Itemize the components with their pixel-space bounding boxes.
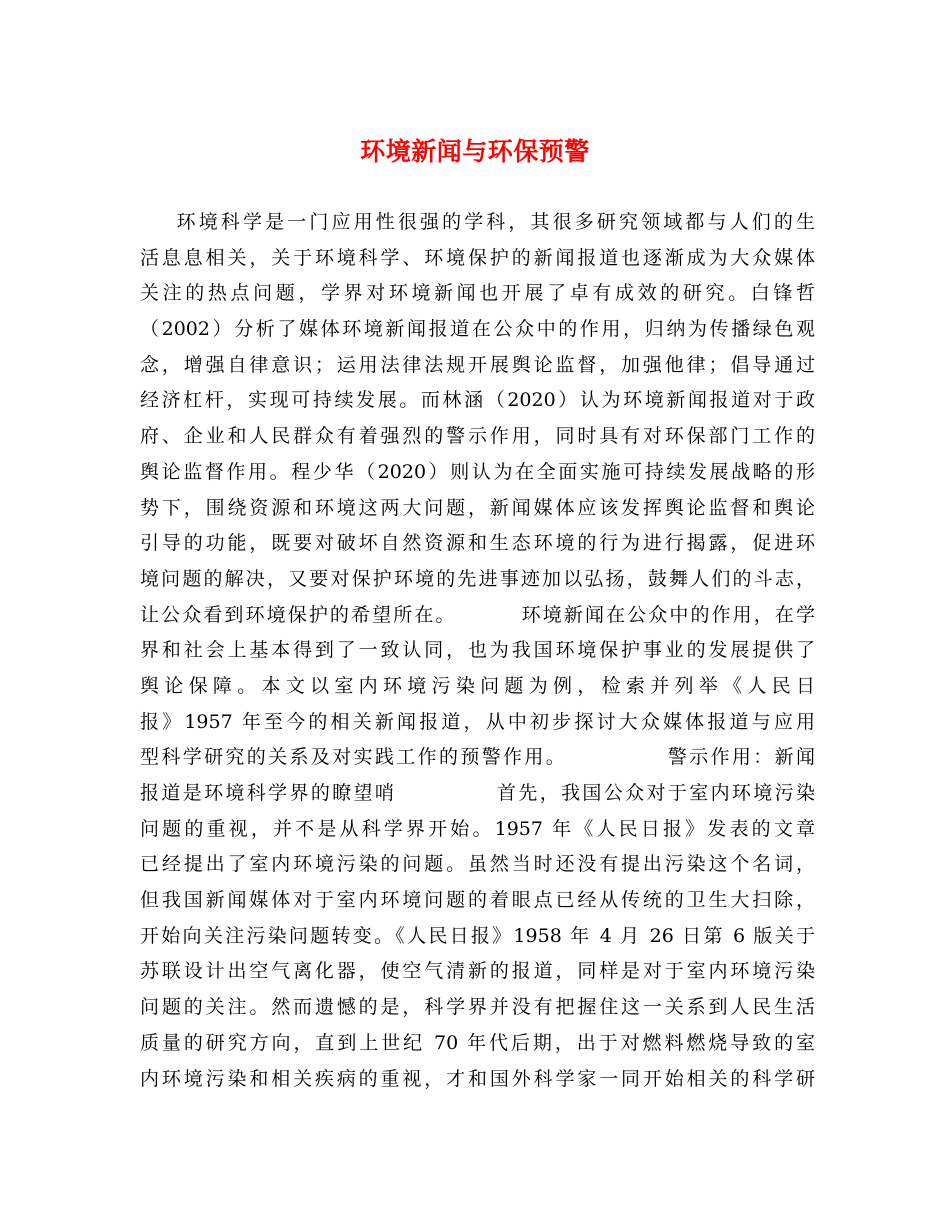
body-text-line: （2002）分析了媒体环境新闻报道在公众中的作用，归纳为传播绿色观 [140, 318, 815, 341]
body-text-line: 但我国新闻媒体对于室内环境问题的着眼点已经从传统的卫生大扫除， [140, 889, 815, 912]
body-text-line: 让公众看到环境保护的希望所在。 环境新闻在公众中的作用，在学 [140, 603, 815, 626]
body-text-line: 已经提出了室内环境污染的问题。虽然当时还没有提出污染这个名词， [140, 853, 815, 876]
body-text-line: 界和社会上基本得到了一致认同，也为我国环境保护事业的发展提供了 [140, 639, 815, 662]
body-text-line: 内环境污染和相关疾病的重视，才和国外科学家一同开始相关的科学研 [140, 1067, 815, 1090]
body-text-line: 报道是环境科学界的瞭望哨 首先，我国公众对于室内环境污染 [140, 782, 815, 804]
body-text-line: 问题的关注。然而遗憾的是，科学界并没有把握住这一关系到人民生活 [140, 996, 815, 1019]
body-text-line: 环境科学是一门应用性很强的学科，其很多研究领域都与人们的生 [140, 211, 815, 233]
body-text-line: 舆论监督作用。程少华（2020）则认为在全面实施可持续发展战略的形 [140, 460, 815, 483]
body-text-line: 型科学研究的关系及对实践工作的预警作用。 警示作用：新闻 [140, 746, 815, 769]
body-text-line: 经济杠杆，实现可持续发展。而林涵（2020）认为环境新闻报道对于政 [140, 389, 815, 412]
body-text-line: 引导的功能，既要对破坏自然资源和生态环境的行为进行揭露，促进环 [140, 532, 815, 555]
body-text-line: 活息息相关，关于环境科学、环境保护的新闻报道也逐渐成为大众媒体 [140, 246, 815, 269]
body-text-line: 开始向关注污染问题转变。《人民日报》1958 年 4 月 26 日第 6 版关于 [140, 924, 815, 947]
body-text-line: 念，增强自律意识；运用法律法规开展舆论监督，加强他律；倡导通过 [140, 353, 815, 376]
body-text-line: 报》1957 年至今的相关新闻报道，从中初步探讨大众媒体报道与应用 [140, 710, 815, 733]
body-text-line: 苏联设计出空气离化器，使空气清新的报道，同样是对于室内环境污染 [140, 960, 815, 983]
body-text-line: 舆论保障。本文以室内环境污染问题为例，检索并列举《人民日 [140, 674, 815, 697]
body-text-line: 质量的研究方向，直到上世纪 70 年代后期，出于对燃料燃烧导致的室 [140, 1031, 815, 1054]
document-title: 环境新闻与环保预警 [360, 137, 590, 166]
body-text-line: 境问题的解决，又要对保护环境的先进事迹加以弘扬，鼓舞人们的斗志， [140, 567, 815, 590]
body-text-line: 关注的热点问题，学界对环境新闻也开展了卓有成效的研究。白锋哲 [140, 282, 815, 305]
body-text-line: 势下，围绕资源和环境这两大问题，新闻媒体应该发挥舆论监督和舆论 [140, 496, 815, 519]
body-text-line: 府、企业和人民群众有着强烈的警示作用，同时具有对环保部门工作的 [140, 425, 815, 448]
document-body [140, 205, 815, 1097]
body-text-line: 问题的重视，并不是从科学界开始。1957 年《人民日报》发表的文章 [140, 817, 815, 840]
